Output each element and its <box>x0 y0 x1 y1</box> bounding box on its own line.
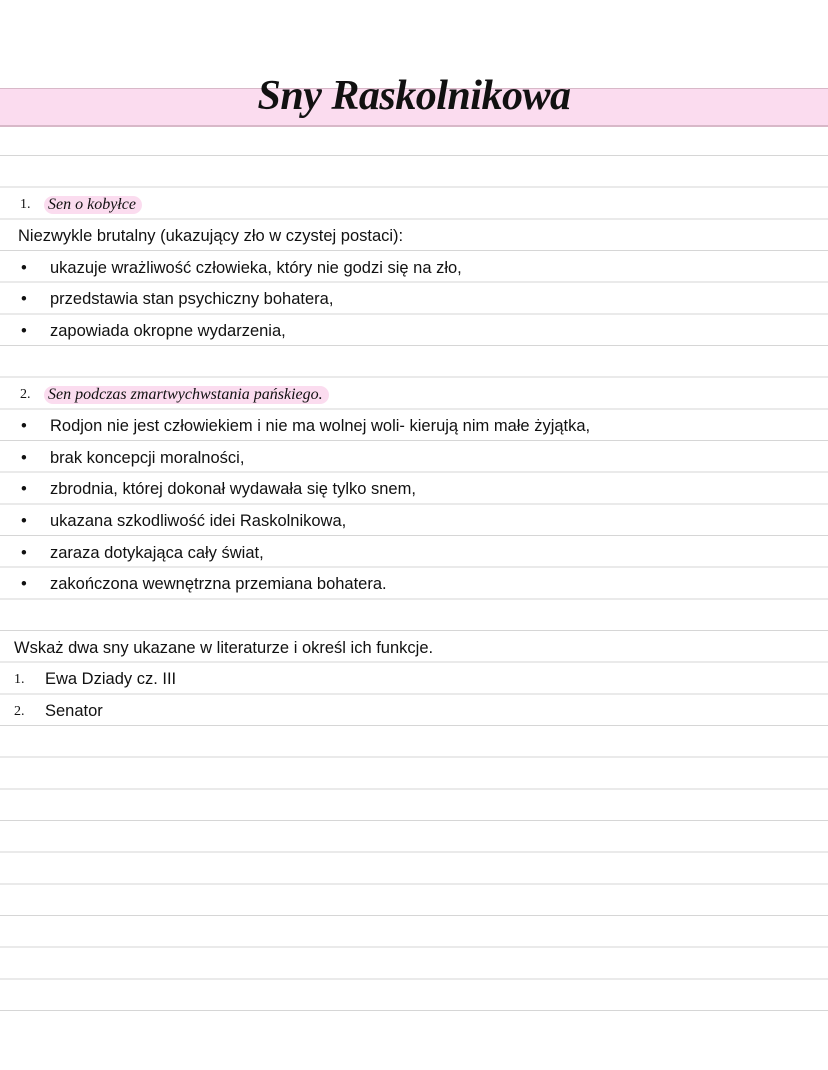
answer-item <box>0 693 828 725</box>
answer-item <box>0 662 828 694</box>
task-prompt: Wskaż dwa sny ukazane w literaturze i określ ich funkcje. <box>14 638 434 657</box>
section-heading: Sen podczas zmartwychwstania pańskiego. <box>44 386 329 404</box>
bullet-icon: • <box>21 416 27 435</box>
bullet-icon: • <box>21 258 27 277</box>
section2-heading-row <box>0 377 828 409</box>
task-prompt-row <box>0 630 828 662</box>
section-heading: Sen o kobyłce <box>44 196 142 214</box>
list-item <box>0 313 828 345</box>
list-item <box>0 472 828 504</box>
bullet-text: brak koncepcji moralności, <box>50 448 245 467</box>
bullet-text: zbrodnia, której dokonał wydawała się tylko snem, <box>50 480 416 499</box>
list-item <box>0 250 828 282</box>
answer-number: 1. <box>14 672 25 688</box>
bullet-text: zakończona wewnętrzna przemiana bohatera. <box>50 575 387 594</box>
empty-row <box>0 345 828 377</box>
bullet-icon: • <box>21 448 27 467</box>
bullet-icon: • <box>21 290 27 309</box>
bullet-text: ukazuje wrażliwość człowieka, który nie godzi się na zło, <box>50 258 462 277</box>
bullet-text: zaraza dotykająca cały świat, <box>50 543 264 562</box>
section-number: 1. <box>20 197 31 213</box>
list-item <box>0 535 828 567</box>
answer-text: Senator <box>45 701 103 720</box>
answer-number: 2. <box>14 703 25 719</box>
bullet-text: zapowiada okropne wydarzenia, <box>50 321 286 340</box>
list-item <box>0 408 828 440</box>
list-item <box>0 440 828 472</box>
answer-text: Ewa Dziady cz. III <box>45 670 177 689</box>
empty-row <box>0 598 828 630</box>
bullet-icon: • <box>21 480 27 499</box>
list-item <box>0 503 828 535</box>
list-item <box>0 282 828 314</box>
section1-intro-row <box>0 218 828 250</box>
bullet-icon: • <box>21 575 27 594</box>
bullet-text: ukazana szkodliwość idei Raskolnikowa, <box>50 511 347 530</box>
lined-page <box>0 155 828 1025</box>
bullet-icon: • <box>21 321 27 340</box>
empty-row <box>0 155 828 187</box>
page-title: Sny Raskolnikowa <box>257 73 571 119</box>
bullet-icon: • <box>21 511 27 530</box>
list-item <box>0 567 828 599</box>
section-number: 2. <box>20 387 31 403</box>
section1-heading-row <box>0 187 828 219</box>
section-intro: Niezwykle brutalny (ukazujący zło w czystej postaci): <box>18 226 404 245</box>
bullet-text: przedstawia stan psychiczny bohatera, <box>50 290 334 309</box>
bullet-text: Rodjon nie jest człowiekiem i nie ma wolnej woli- kierują nim małe żyjątka, <box>50 416 591 435</box>
bullet-icon: • <box>21 543 27 562</box>
